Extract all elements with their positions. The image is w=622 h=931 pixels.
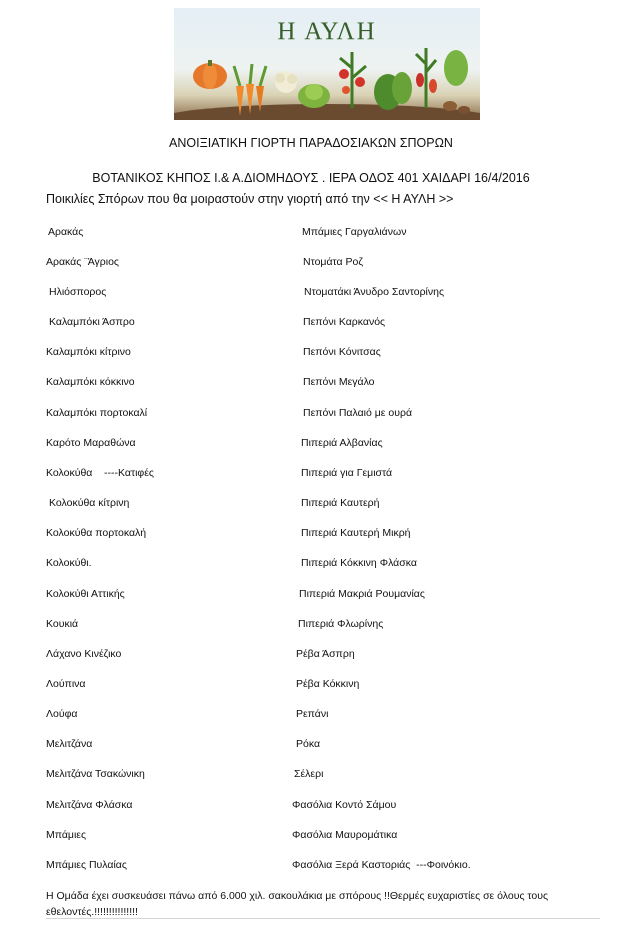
list-item: Μπάμιες Πυλαίας <box>46 859 127 871</box>
list-item: Ρέβα Άσπρη <box>296 648 355 660</box>
list-item: Καλαμπόκι κόκκινο <box>46 376 135 388</box>
list-item: Φασόλια Ξερά Καστοριάς ---Φοινόκιο. <box>292 859 471 871</box>
thank-you-note: Η Ομάδα έχει συσκευάσει πάνω από 6.000 χιλ. σακουλάκια με σπόρους !!Θερμές ευχαριστίες σε όλους τους εθελοντές.!!!!!!!!!!!!!!! <box>46 890 549 918</box>
divider <box>46 918 600 919</box>
list-item: Μελιτζάνα Φλάσκα <box>46 799 133 811</box>
event-title: ΑΝΟΙΞΙΑΤΙΚΗ ΓΙΟΡΤΗ ΠΑΡΑΔΟΣΙΑΚΩΝ ΣΠΟΡΩΝ <box>169 136 453 150</box>
list-item: Λούφα <box>46 708 78 720</box>
list-item: Ρέβα Κόκκινη <box>296 678 360 690</box>
list-item: Πεπόνι Καρκανός <box>303 316 386 328</box>
seed-list-intro: Ποικιλίες Σπόρων που θα μοιραστούν στην γιορτή από την << Η ΑΥΛΗ >> <box>46 192 454 206</box>
list-item: Μπάμιες Γαργαλιάνων <box>302 226 407 238</box>
list-item: Ντομάτα Ροζ <box>303 256 364 268</box>
list-item: Μπάμιες <box>46 829 87 841</box>
list-item: Κολοκύθι. <box>46 557 92 569</box>
list-item: Πεπόνι Κόνιτσας <box>303 346 381 358</box>
list-item: Ρεπάνι <box>296 708 329 720</box>
list-item: Πιπεριά Μακριά Ρουμανίας <box>299 588 425 600</box>
list-item: Πεπόνι Μεγάλο <box>303 376 375 388</box>
list-item: Πιπεριά Κόκκινη Φλάσκα <box>301 557 417 569</box>
list-item: Πιπεριά για Γεμιστά <box>301 467 393 479</box>
list-item: Πιπεριά Καυτερή <box>301 497 380 509</box>
list-item: Κολοκύθα ----Κατιφές <box>46 467 154 479</box>
list-item: Καλαμπόκι Άσπρο <box>49 316 135 328</box>
list-item: Αρακάς ¨Άγριος <box>46 256 119 268</box>
list-item: Μελιτζάνα <box>46 738 93 750</box>
list-item: Ρόκα <box>296 738 321 750</box>
list-item: Λούπινα <box>46 678 86 690</box>
list-item: Πιπεριά Καυτερή Μικρή <box>301 527 411 539</box>
list-item: Κουκιά <box>46 618 79 630</box>
list-item: Φασόλια Κοντό Σάμου <box>292 799 397 811</box>
list-item: Αρακάς <box>48 226 84 238</box>
list-item: Πιπεριά Φλωρίνης <box>298 618 384 630</box>
list-item: Ηλιόσπορος <box>49 286 107 298</box>
list-item: Καλαμπόκι κίτρινο <box>46 346 131 358</box>
list-item: Πεπόνι Παλαιό με ουρά <box>303 407 413 419</box>
list-item: Φασόλια Μαυρομάτικα <box>292 829 398 841</box>
list-item: Κολοκύθι Αττικής <box>46 588 125 600</box>
list-item: Καλαμπόκι πορτοκαλί <box>46 407 148 419</box>
list-item: Λάχανο Κινέζικο <box>46 648 122 660</box>
list-item: Μελιτζάνα Τσακώνικη <box>46 768 145 780</box>
list-item: Ντοματάκι Άνυδρο Σαντορίνης <box>304 286 445 298</box>
event-location-date: ΒΟΤΑΝΙΚΟΣ ΚΗΠΟΣ Ι.& Α.ΔΙΟΜΗΔΟΥΣ . ΙΕΡΑ ΟΔΟΣ 401 ΧΑΙΔΑΡΙ 16/4/2016 <box>92 171 530 185</box>
banner-title: Η ΑΥΛΗ <box>277 18 377 45</box>
list-item: Καρότο Μαραθώνα <box>46 437 136 449</box>
list-item: Κολοκύθα κίτρινη <box>49 497 130 509</box>
list-item: Κολοκύθα πορτοκαλή <box>46 527 147 539</box>
list-item: Πιπεριά Αλβανίας <box>301 437 383 449</box>
list-item: Σέλερι <box>294 768 324 780</box>
banner-image <box>174 8 480 120</box>
